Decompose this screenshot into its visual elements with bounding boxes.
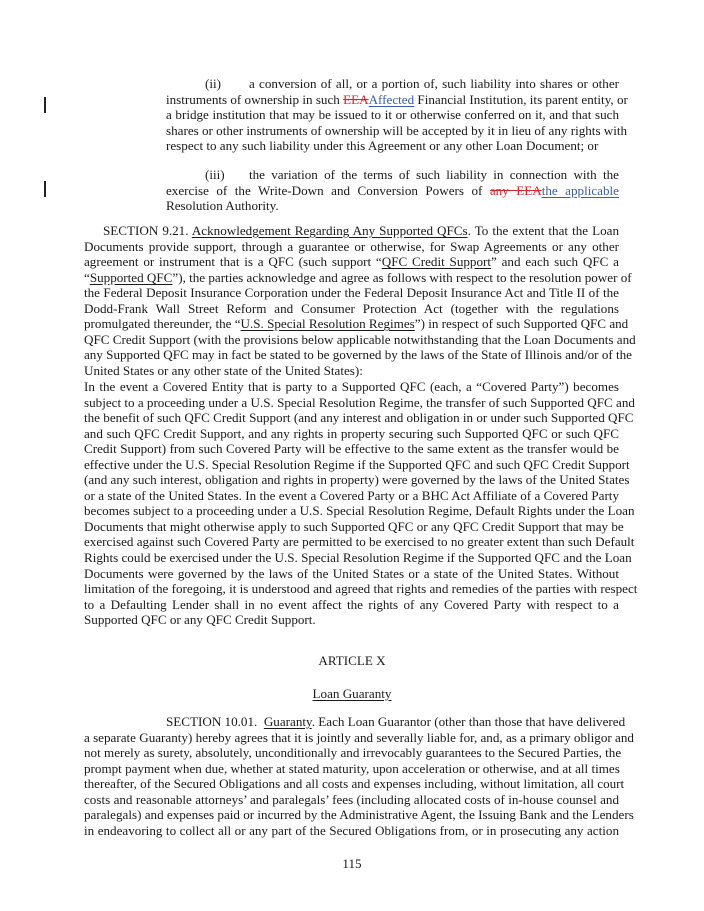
section-line: the Federal Deposit Insurance Corporation under the Federal Deposit Insurance Act and Title II of the [84, 285, 619, 301]
section-line: United States or any other state of the United States): [84, 362, 363, 378]
section-line: in endeavoring to collect all or any part of the Secured Obligations from, or in prosecuting any action [84, 822, 619, 838]
section-text: ”) in respect of such Supported QFC and [414, 316, 629, 332]
clause-text: a conversion of all, or a portion of, such liability into shares or other [249, 76, 619, 91]
inserted-text: the applicable [541, 182, 619, 198]
section-text: agreement or instrument that is a QFC (such support “ [84, 254, 382, 270]
section-line: Dodd-Frank Wall Street Reform and Consumer Protection Act (together with the regulations [84, 300, 619, 316]
clause-ii-line-4: shares or other instruments of ownership will be accepted by it in lieu of any rights with [166, 122, 628, 138]
section-text: . Each Loan Guarantor (other than those that have delivered [311, 714, 626, 729]
clause-text: exercise of the Write-Down and Conversion Powers of [166, 182, 490, 198]
section-number: SECTION 9.21. [103, 223, 189, 238]
section-text: ”), the parties acknowledge and agree as follows with respect to the resolution power of [172, 269, 632, 285]
section-text: “ [84, 269, 90, 285]
section-line [84, 269, 632, 286]
defined-term: Supported QFC [89, 269, 173, 285]
change-bar [44, 97, 46, 113]
clause-iii-line-1 [166, 167, 619, 183]
page-number: 115 [342, 856, 362, 871]
section-line [84, 254, 619, 270]
inserted-text: Affected [368, 91, 415, 107]
paragraph-line: becomes subject to a proceeding under a U.S. Special Resolution Regime, Default Rights under the Loan [84, 503, 635, 519]
section-text: . To the extent that the Loan [467, 223, 619, 238]
section-title: Guaranty [263, 714, 312, 729]
paragraph-line: the benefit of such QFC Credit Support (and any interest and obligation in or under such Supported QFC [84, 410, 634, 426]
article-number: ARTICLE X [318, 653, 386, 668]
clause-ii-line-3: a bridge institution that may be issued to it or otherwise conferred on it, and that such [166, 107, 619, 123]
clause-ii-line-1 [166, 76, 619, 92]
clause-ii-line-5: respect to any such liability under this Agreement or any other Loan Document; or [166, 138, 599, 154]
covered-entity-paragraph [84, 379, 638, 628]
section-line [84, 714, 626, 730]
clause-iii-line-2 [166, 183, 619, 199]
article-title [0, 686, 704, 702]
clause-ii-line-2 [166, 91, 628, 108]
clause-ii [166, 76, 628, 154]
paragraph-line: Rights could be exercised under the U.S. Special Resolution Regime if the Supported QFC and the Loan [84, 550, 632, 566]
defined-term: U.S. Special Resolution Regimes [240, 316, 415, 332]
section-text: ” and each such QFC a [491, 254, 619, 270]
change-bar [44, 181, 46, 197]
section-line: thereafter, of the Secured Obligations and all costs and expenses including, without limitation, all court [84, 776, 625, 792]
clause-iii-line-3: Resolution Authority. [166, 198, 279, 214]
clause-text: instruments of ownership in such [166, 91, 344, 107]
clause-label: (ii) [205, 76, 221, 91]
clause-iii [166, 167, 619, 214]
article-title-text: Loan Guaranty [312, 686, 392, 701]
paragraph-line: limitation of the foregoing, it is understood and agreed that rights and remedies of the parties with respect [84, 581, 638, 597]
paragraph-line: or a state of the United States. In the event a Covered Party or a BHC Act Affiliate of a Covered Party [84, 487, 619, 503]
paragraph-line: exercised against such Covered Party are permitted to be exercised to no greater extent than such Default [84, 534, 635, 550]
section-line: any Supported QFC may in fact be stated to be governed by the laws of the State of Illinois and/or of the [84, 347, 632, 363]
section-line: a separate Guaranty) hereby agrees that it is jointly and severally liable for, and, as a primary obligor and [84, 729, 634, 745]
section-line: QFC Credit Support (with the provisions below applicable notwithstanding that the Loan Documents and [84, 331, 636, 347]
paragraph-line: (and any such interest, obligation and rights in property) were governed by the laws of the United States [84, 472, 630, 488]
section-number: SECTION 10.01. [166, 714, 258, 729]
section-line: paralegals) and expenses paid or incurred by the Administrative Agent, the Issuing Bank and the Lenders [84, 807, 634, 823]
section-line: costs and reasonable attorneys’ and paralegals’ fees (including allocated costs of in-house counsel and [84, 791, 619, 807]
paragraph-line: Credit Support) from such Covered Party will be effective to the same extent as the transfer would be [84, 441, 619, 457]
paragraph-line: subject to a proceeding under a U.S. Special Resolution Regime, the transfer of such Supported QFC and [84, 394, 635, 410]
section-10-01 [84, 714, 634, 838]
deleted-text: EEA [343, 91, 369, 107]
paragraph-line: and such QFC Credit Support, and any rights in property securing such Supported QFC or such QFC [84, 425, 619, 441]
paragraph-line: Supported QFC or any QFC Credit Support. [84, 612, 316, 628]
clause-text: the variation of the terms of such liability in connection with the [249, 167, 619, 182]
paragraph-line: Documents that might otherwise apply to such Supported QFC or any QFC Credit Support that may be [84, 518, 624, 534]
paragraph-line: In the event a Covered Entity that is party to a Supported QFC (each, a “Covered Party”) becomes [84, 379, 619, 394]
section-text: promulgated thereunder, the “ [84, 316, 241, 332]
deleted-text: any EEA [489, 182, 542, 198]
section-line: prompt payment when due, whether at stated maturity, upon acceleration or otherwise, and at all times [84, 760, 620, 776]
section-9-21 [84, 223, 636, 378]
paragraph-line: Documents were governed by the laws of the United States or a state of the United States. Without [84, 565, 619, 581]
paragraph-line: to a Defaulting Lender shall in no event affect the rights of any Covered Party with respect to a [84, 596, 619, 612]
section-line [84, 316, 629, 332]
section-title: Acknowledgement Regarding Any Supported QFCs [191, 223, 468, 238]
clause-label: (iii) [205, 167, 225, 182]
section-line [84, 223, 619, 239]
clause-text: Financial Institution, its parent entity, or [414, 91, 628, 107]
section-line: Documents provide support, through a guarantee or otherwise, for Swap Agreements or any other [84, 238, 619, 254]
section-line: not merely as surety, absolutely, unconditionally and irrevocably guarantees to the Secured Parties, the [84, 745, 622, 761]
defined-term: QFC Credit Support [381, 254, 491, 270]
paragraph-line: effective under the U.S. Special Resolution Regime if the Supported QFC and such QFC Credit Support [84, 456, 630, 472]
